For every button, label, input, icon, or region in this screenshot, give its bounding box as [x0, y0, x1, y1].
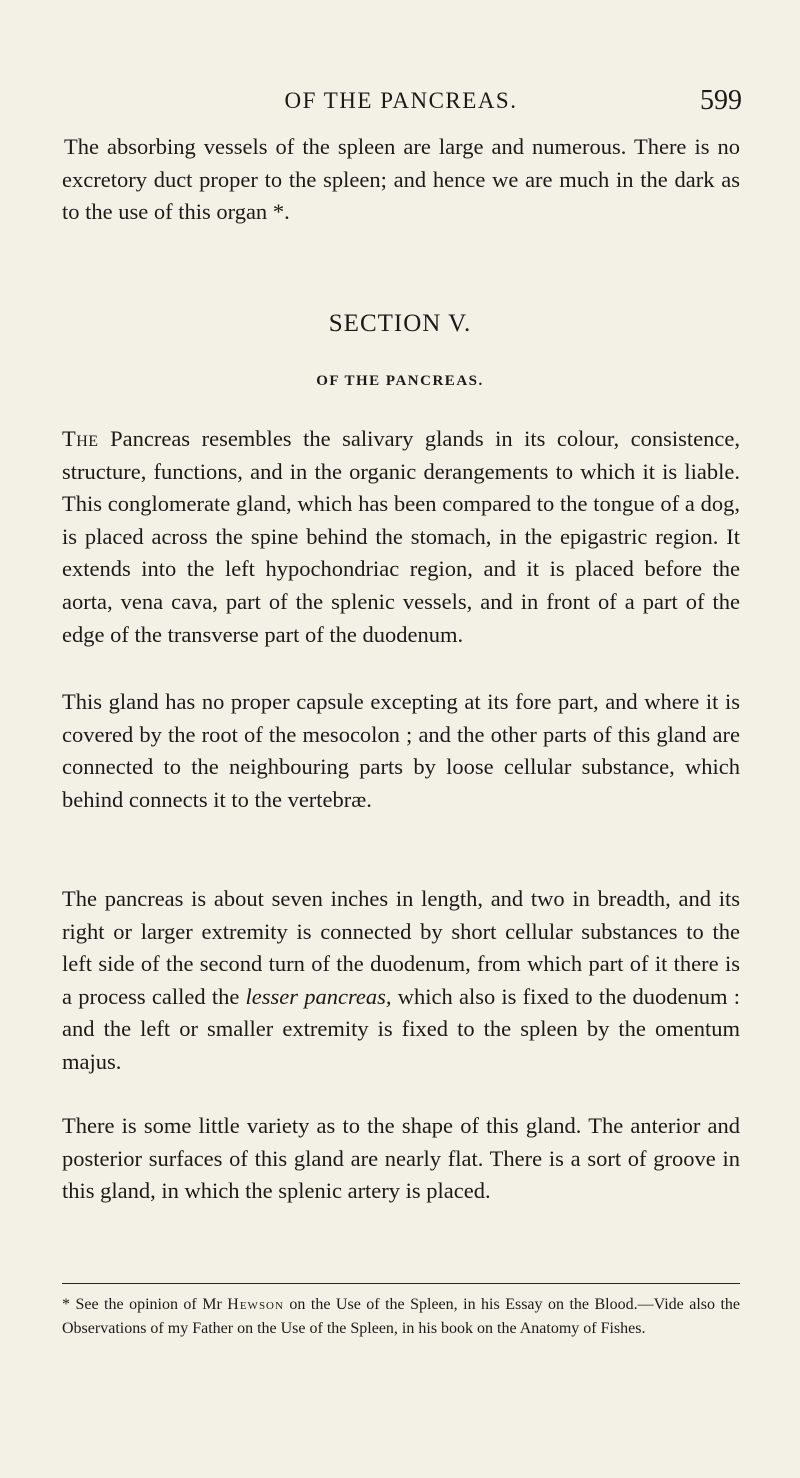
- running-title: OF THE PANCREAS.: [284, 88, 518, 113]
- section-title: SECTION V.: [328, 310, 472, 337]
- footnote-text: on the Use of the Spleen, in his Essay on the Blood.—Vide also the Observations of my Father on the Use of the Spleen, in his book on the Anatomy of Fishes.: [62, 1296, 741, 1337]
- paragraph-pancreas-overview: [62, 423, 740, 651]
- page-number: 599: [700, 85, 742, 116]
- paragraph-dimensions: [62, 883, 740, 1079]
- paragraph-lead-word: The: [62, 426, 99, 451]
- footnote-mark: *.: [272, 199, 290, 225]
- footnote: [62, 1293, 740, 1341]
- paragraph-text: which also is fixed to the duodenum : and the left or smaller extremity is fixed to the spleen by the omentum majus.: [62, 983, 740, 1074]
- intro-text: The absorbing vessels of the spleen are large and numerous. There is no excretory duct proper to the spleen; and hence we are much in the dark as to the use of this organ: [62, 134, 740, 225]
- paragraph-text: Pancreas resembles the salivary glands in its colour, consistence, structure, functions, and in the organic derangements to which it is liable. This conglomerate gland, which has been compared to the tongue of a dog, is placed across the spine behind the stomach, in the epigastric region. It extends into the left hypochondriac region, and it is placed before the aorta, vena cava, part of the splenic vessels, and in front of a part of the edge of the transverse part of the duodenum.: [62, 426, 740, 647]
- running-head: [62, 85, 742, 122]
- section-subtitle: OF THE PANCREAS.: [316, 373, 484, 389]
- footnote-divider: [62, 1283, 740, 1284]
- intro-paragraph: [62, 131, 740, 229]
- lesser-pancreas-term: lesser pancreas,: [245, 983, 392, 1009]
- paragraph-capsule: This gland has no proper capsule excepting at its fore part, and where it is covered by the root of the mesocolon ; and the other parts of this gland are connected to the neighbouring parts by loose cellular substance, which behind connects it to the vertebræ.: [62, 689, 740, 812]
- footnote-text: * See the opinion of Mr: [62, 1296, 228, 1313]
- paragraph-shape: There is some little variety as to the shape of this gland. The anterior and posterior surfaces of this gland are nearly flat. There is a sort of groove in this gland, in which the splenic artery is placed.: [62, 1113, 740, 1204]
- footnote-author: Hewson: [227, 1296, 284, 1313]
- paragraph-text: The pancreas is about seven inches in length, and two in breadth, and its right or larger extremity is connected by short cellular substances to the left side of the second turn of the duodenum, from which part of it there is a process called the: [62, 886, 740, 1009]
